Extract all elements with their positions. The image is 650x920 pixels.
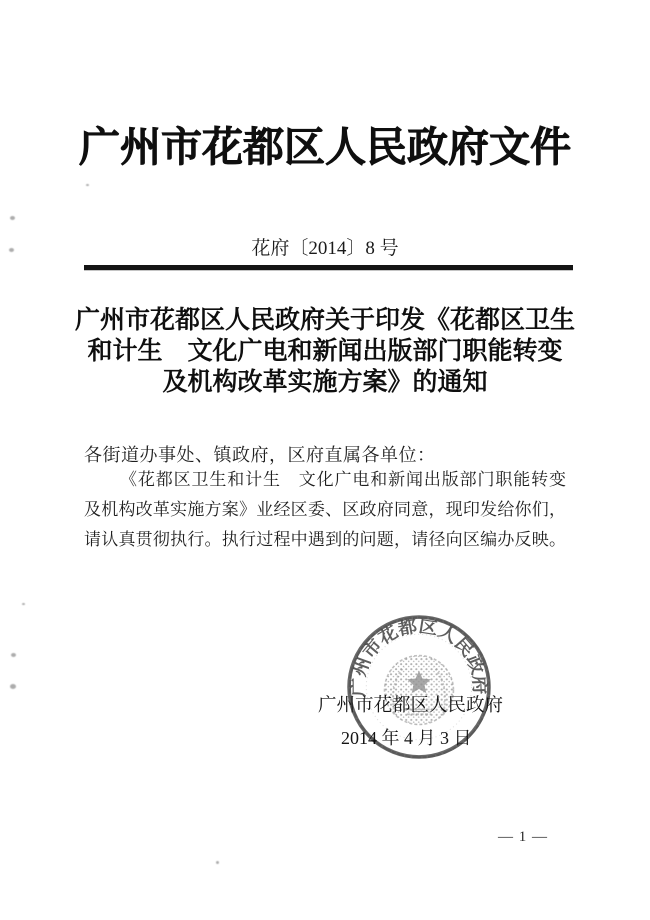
scan-speck	[10, 216, 15, 220]
body-paragraph-line-3: 请认真贯彻执行。执行过程中遇到的问题，请径向区编办反映。	[84, 530, 566, 549]
document-reference-number: 花府〔2014〕8 号	[251, 238, 399, 259]
scan-speck	[216, 861, 219, 864]
seal-arc-text: 广州市花都区人民政府	[349, 616, 489, 697]
page-number: — 1 —	[498, 829, 548, 845]
notice-title-line-3: 及机构改革实施方案》的通知	[162, 369, 488, 396]
document-letterhead-title: 广州市花都区人民政府文件	[79, 124, 571, 170]
notice-title	[40, 305, 610, 398]
scan-speck	[10, 684, 16, 689]
issue-date: 2014 年 4 月 3 日	[341, 728, 472, 748]
body-paragraph-line-1: 《花都区卫生和计生 文化广电和新闻出版部门职能转变	[120, 470, 566, 489]
notice-title-line-1: 广州市花都区人民政府关于印发《花都区卫生	[74, 307, 575, 334]
scan-speck	[9, 248, 14, 252]
notice-title-line-2: 和计生 文化广电和新闻出版部门职能转变	[87, 338, 563, 365]
scan-speck	[22, 603, 25, 605]
body-paragraph-line-2: 及机构改革实施方案》业经区委、区政府同意，现印发给你们，	[84, 500, 566, 519]
letterhead-divider-rule	[84, 265, 573, 270]
scan-speck	[86, 184, 89, 186]
issuer-signature: 广州市花都区人民政府	[318, 696, 504, 716]
scan-speck	[11, 653, 16, 657]
salutation-line: 各街道办事处、镇政府，区府直属各单位：	[84, 445, 436, 465]
